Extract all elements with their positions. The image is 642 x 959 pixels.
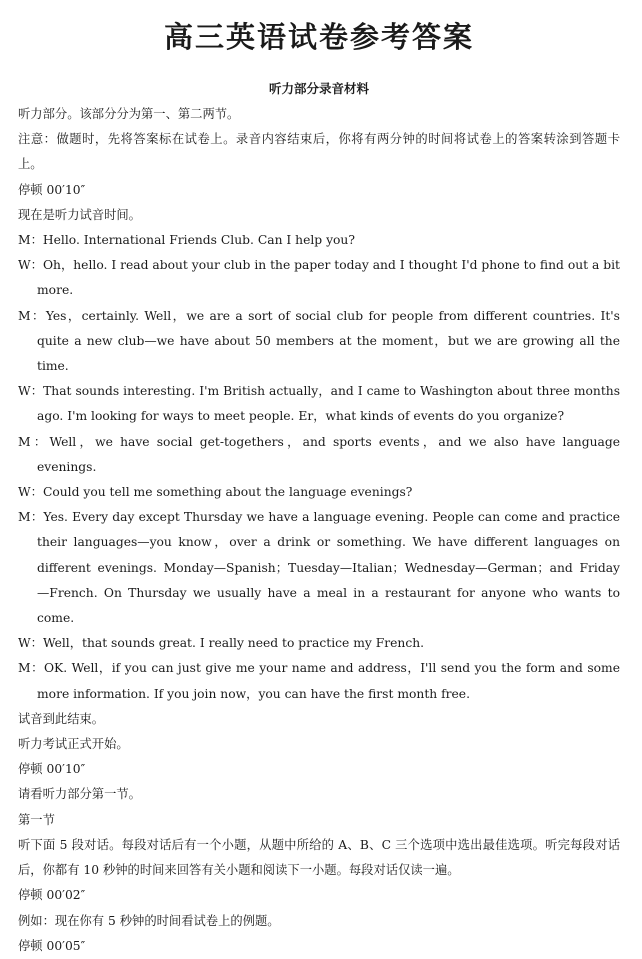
dialog-text: Yes，certainly. Well，we are a sort of social club for people from different countries. It's quite a new club—we have about 50 members at the moment，but we are growing all the time. [37,308,620,374]
paragraph: 停顿 00′02″ [18,888,86,903]
dialog-line [18,631,620,656]
paragraph: 停顿 00′05″ [18,938,86,953]
paragraph: 听下面 5 段对话。每段对话后有一个小题，从题中所给的 A、B、C 三个选项中选出最佳选项。听完每段对话后，你都有 10 秒钟的时间来回答有关小题和阅读下一小题。每段对话仅读一遍。 [18,837,620,878]
paragraph: 试音到此结束。 [18,711,105,726]
page-title: 高三英语试卷参考答案 [163,20,474,54]
dialog-text: Well，we have social get-togethers，and sports events，and we also have language evenings. [37,434,620,474]
dialog-line [18,656,620,706]
speaker-label: M： [18,661,44,676]
paragraph: 注意：做题时，先将答案标在试卷上。录音内容结束后，你将有两分钟的时间将试卷上的答案转涂到答题卡上。 [18,132,620,172]
speaker-label: M： [18,434,50,449]
speaker-label: M： [18,233,43,248]
section-title: 听力部分录音材料 [268,81,369,96]
speaker-label: M： [18,308,46,323]
transcript-body [18,102,620,959]
dialog-line [18,379,620,429]
dialog-text: Yes. Every day except Thursday we have a language evening. People can come and practice their languages—you know，over a drink or something. We have different languages on different evenings. Monday—Spanish；Tuesday—Italian；Wednesday—German；and Friday—French. On Thursday we usually have a meal in a restaurant for anyone who wants to come. [37,510,620,626]
dialog-line [18,480,620,505]
dialog-line [18,304,620,380]
speaker-label: M： [18,510,44,525]
section-heading: 第一节 [18,812,55,827]
speaker-label: W： [18,384,44,399]
dialog-line [18,505,620,631]
paragraph: 停顿 00′10″ [18,182,86,197]
paragraph: 停顿 00′10″ [18,762,86,777]
dialog-text: OK. Well，if you can just give me your name and address，I'll send you the form and some more information. If you join now，you can have the first month free. [37,661,620,701]
speaker-label: W： [18,636,43,651]
dialog-text: Hello. International Friends Club. Can I help you? [42,233,355,248]
speaker-label: W： [18,485,43,500]
dialog-text: That sounds interesting. I'm British actually，and I came to Washington about three months ago. I'm looking for ways to meet people. Er，what kinds of events do you organize? [37,384,621,424]
dialog-line [18,430,620,480]
paragraph: 请看听力部分第一节。 [18,787,141,802]
dialog-text: Oh，hello. I read about your club in the paper today and I thought I'd phone to find out a bit more. [37,258,621,298]
paragraph: 听力考试正式开始。 [18,737,129,752]
dialog-line [18,228,620,253]
speaker-label: W： [18,258,43,273]
paragraph: 例如：现在你有 5 秒钟的时间看试卷上的例题。 [18,913,280,928]
dialog-text: Could you tell me something about the language evenings? [42,485,413,500]
dialog-text: Well，that sounds great. I really need to practice my French. [42,636,425,651]
paragraph: 听力部分。该部分分为第一、第二两节。 [18,107,240,121]
dialog-line [18,253,620,303]
paragraph: 现在是听力试音时间。 [18,207,141,222]
